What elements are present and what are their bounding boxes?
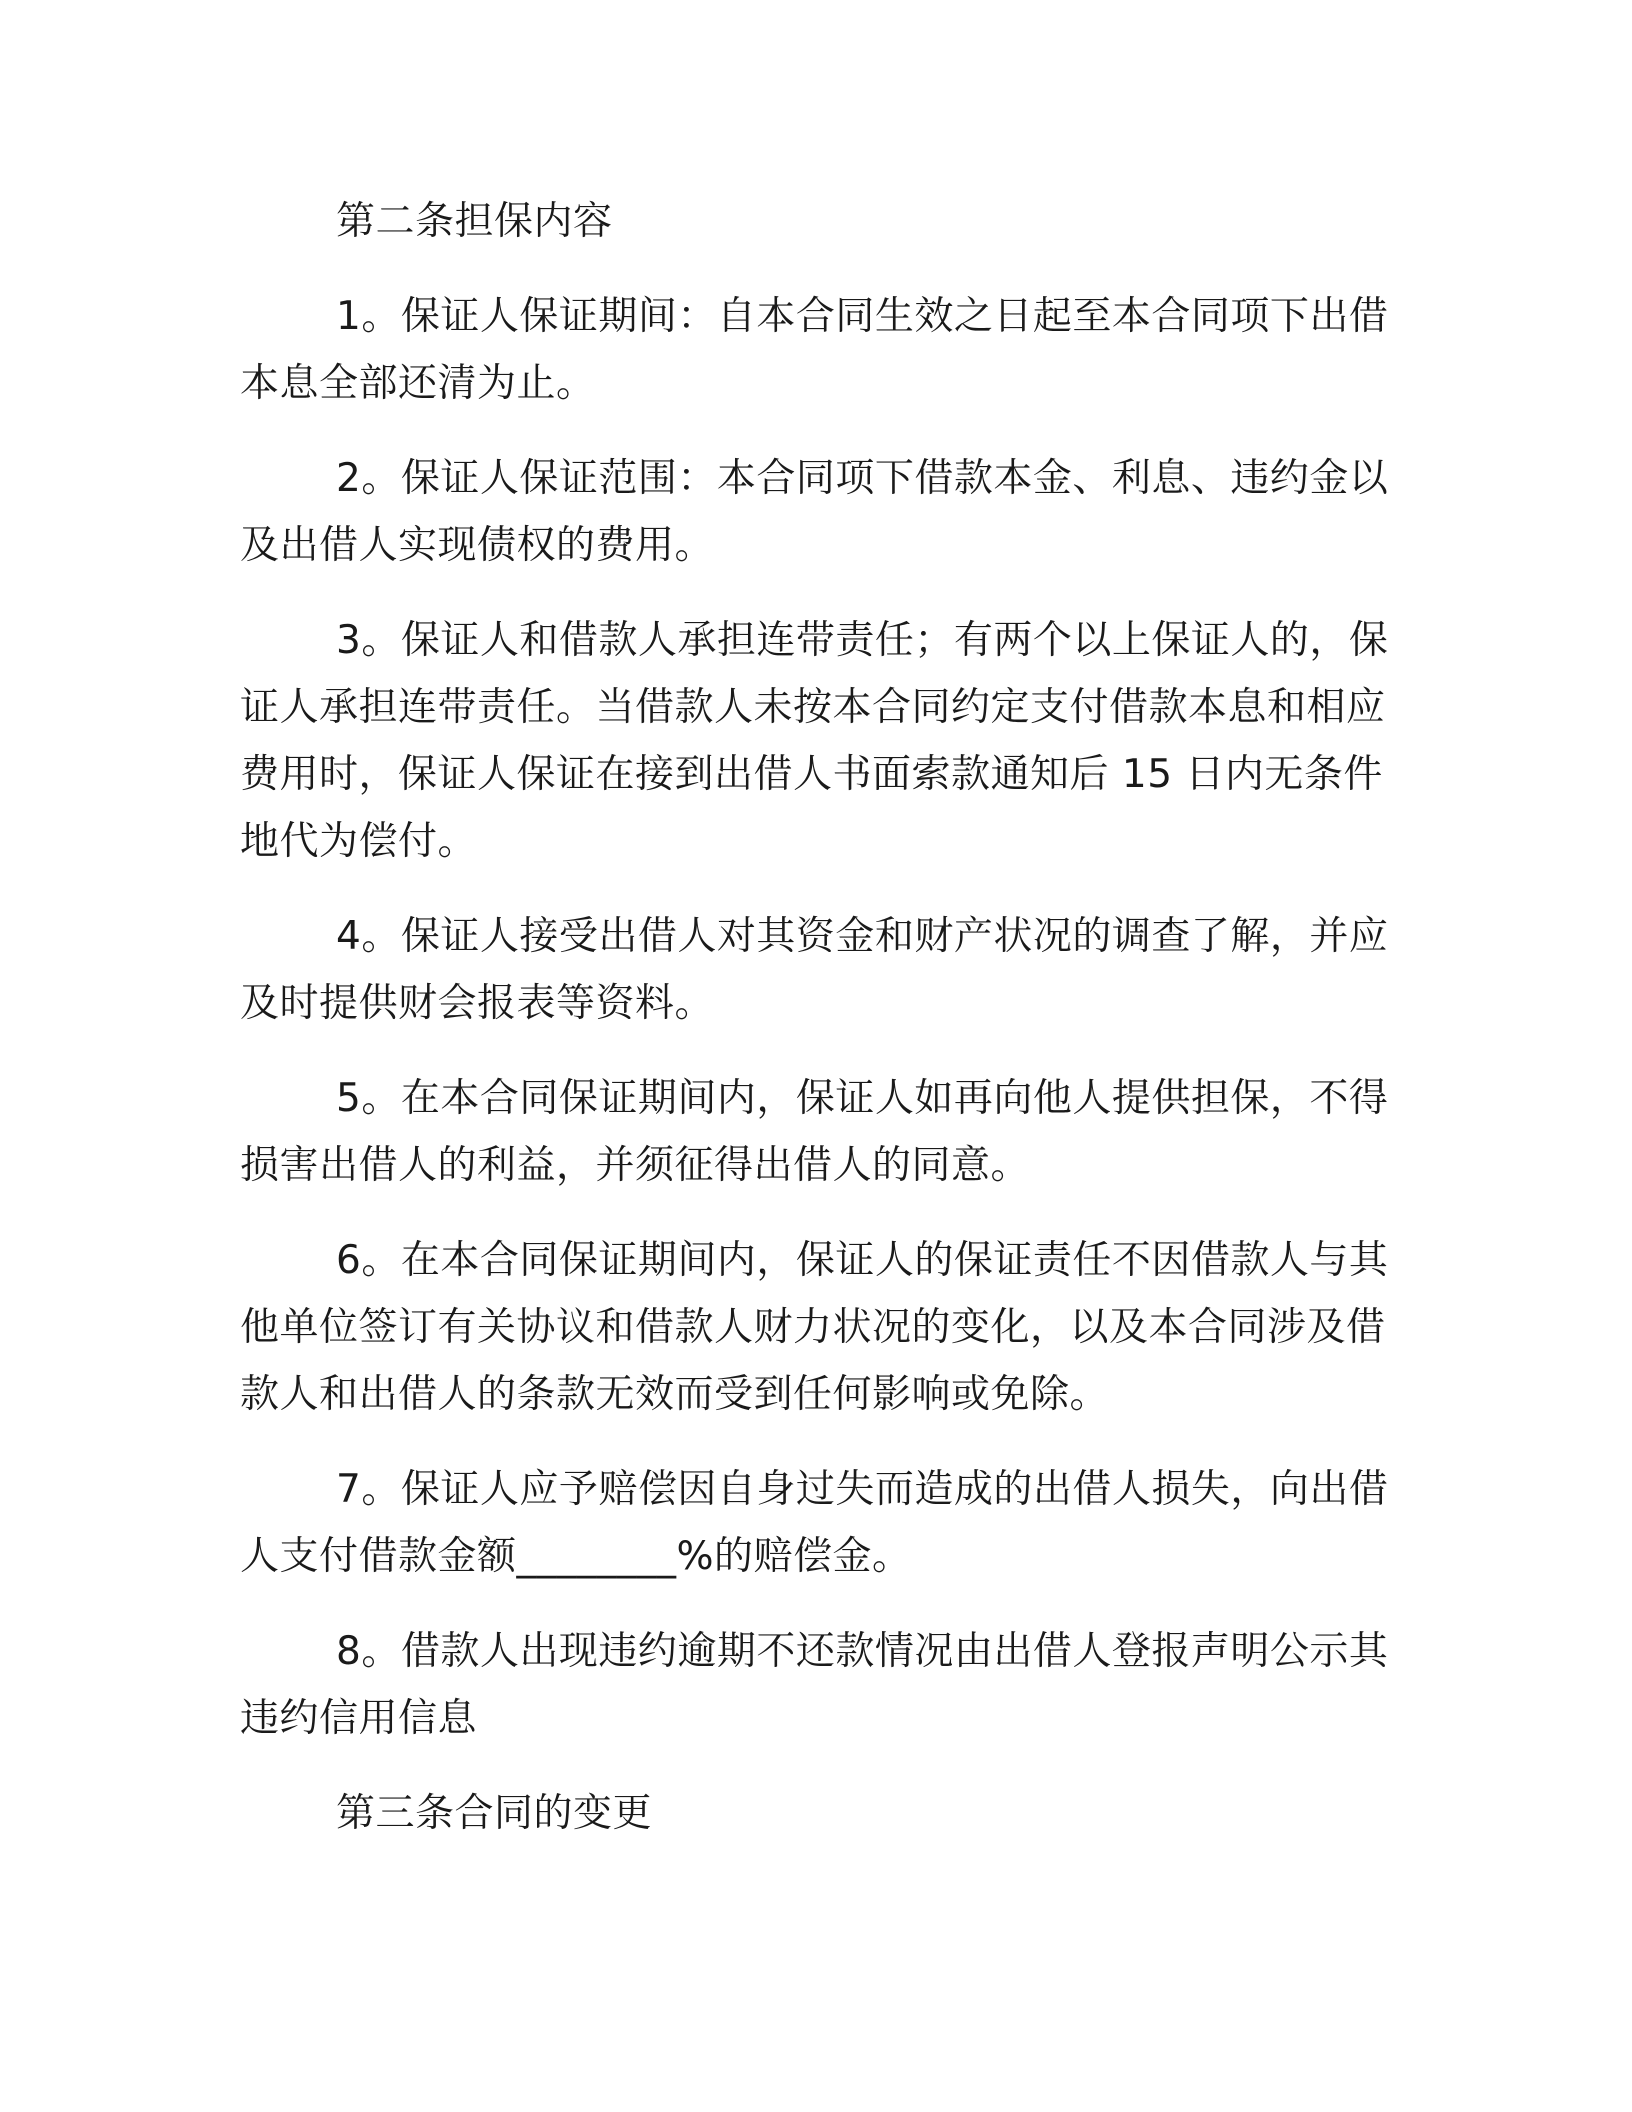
clause-1: 1。保证人保证期间：自本合同生效之日起至本合同项下出借本息全部还清为止。 — [240, 294, 1389, 406]
section-heading-2: 第二条担保内容 — [336, 199, 613, 244]
clause-6: 6。在本合同保证期间内，保证人的保证责任不因借款人与其他单位签订有关协议和借款人财力状况的变化，以及本合同涉及借款人和出借人的条款无效而受到任何影响或免除。 — [240, 1238, 1389, 1417]
clause-7: 7。保证人应予赔偿因自身过失而造成的出借人损失，向出借人支付借款金额________%的赔偿金。 — [240, 1467, 1389, 1579]
clause-4: 4。保证人接受出借人对其资金和财产状况的调查了解，并应及时提供财会报表等资料。 — [240, 914, 1389, 1026]
clause-3: 3。保证人和借款人承担连带责任；有两个以上保证人的，保证人承担连带责任。当借款人未按本合同约定支付借款本息和相应费用时，保证人保证在接到出借人书面索款通知后 15 日内无条件地代为偿付。 — [240, 618, 1389, 864]
clause-2: 2。保证人保证范围：本合同项下借款本金、利息、违约金以及出借人实现债权的费用。 — [240, 456, 1389, 568]
clause-5: 5。在本合同保证期间内，保证人如再向他人提供担保，不得损害出借人的利益，并须征得出借人的同意。 — [240, 1076, 1389, 1188]
clause-8: 8。借款人出现违约逾期不还款情况由出借人登报声明公示其违约信用信息 — [240, 1629, 1389, 1741]
section-heading-3: 第三条合同的变更 — [336, 1791, 653, 1836]
document-body — [240, 188, 1390, 1875]
